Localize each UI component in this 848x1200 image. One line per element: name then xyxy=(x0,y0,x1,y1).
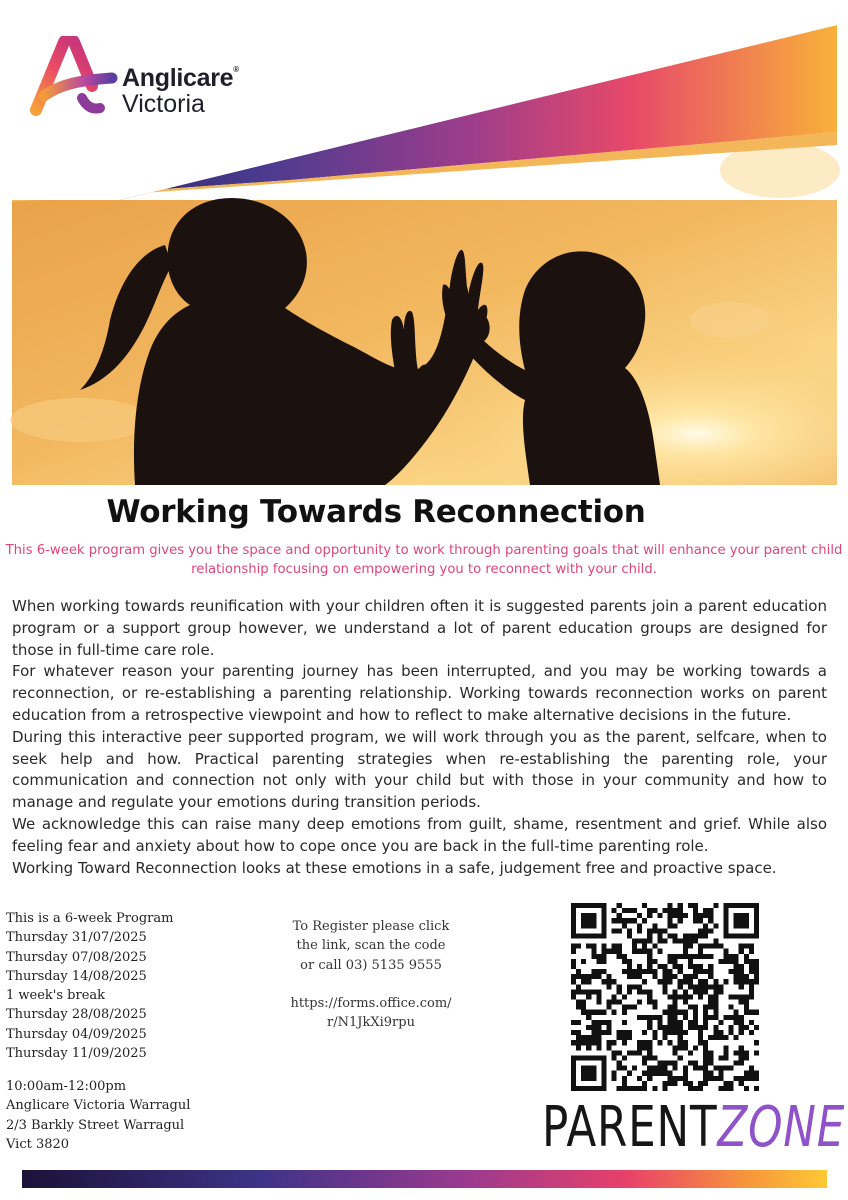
parentzone-part1: PARENT xyxy=(542,1095,718,1160)
body-paragraph: For whatever reason your parenting journey has been interrupted, and you may be working towards a reconnection, or re-establishing a parenting relationship. Working towards reconnection works on parent education from a retrospective viewpoint and how to reflect to make alternative decisions in the future. xyxy=(12,662,827,724)
qr-code-icon[interactable] xyxy=(571,903,759,1091)
register-text: the link, scan the code xyxy=(296,938,446,954)
program-description xyxy=(12,596,827,879)
schedule-line: Thursday 28/08/2025 xyxy=(6,1007,147,1023)
schedule-line: Thursday 07/08/2025 xyxy=(6,949,147,965)
program-schedule xyxy=(6,909,226,1063)
anglicare-logo xyxy=(30,36,270,121)
footer-gradient-bar xyxy=(22,1170,827,1188)
schedule-line: Thursday 14/08/2025 xyxy=(6,968,147,984)
program-subtitle: This 6-week program gives you the space and opportunity to work through parenting goals that will enhance your parent child relationship focusing on empowering you to reconnect with your child. xyxy=(5,543,843,577)
register-link[interactable]: r/N1JkXi9rpu xyxy=(327,1015,415,1031)
anglicare-a-icon xyxy=(30,36,122,118)
schedule-line: This is a 6-week Program xyxy=(6,911,174,926)
register-text: To Register please click xyxy=(292,919,450,934)
register-info xyxy=(268,917,474,1032)
schedule-line: 1 week's break xyxy=(6,988,106,1004)
register-link[interactable]: https://forms.office.com/ xyxy=(290,995,452,1011)
page-title: Working Towards Reconnection xyxy=(106,494,646,530)
body-paragraph: We acknowledge this can raise many deep emotions from guilt, shame, resentment and grief. While also feeling fear and anxiety about how to cope once you are back in the full-time parenting role. xyxy=(12,814,827,855)
location-line: Anglicare Victoria Warragul xyxy=(6,1098,191,1114)
register-phone: or call 03) 5135 9555 xyxy=(300,957,442,973)
parentzone-part2: ZONE xyxy=(717,1095,846,1160)
schedule-line: Thursday 04/09/2025 xyxy=(6,1026,147,1042)
program-location xyxy=(6,1077,226,1154)
location-line: 2/3 Barkly Street Warragul xyxy=(6,1117,185,1133)
schedule-line: Thursday 11/09/2025 xyxy=(6,1046,147,1062)
body-paragraph: During this interactive peer supported program, we will work through you as the parent, selfcare, when to seek help and how. Practical parenting strategies when re-establishing the parenting role, your communication and connection not only with your child but with those in your community and how to manage and regulate your emotions during transition periods. xyxy=(12,727,827,812)
location-line: Vict 3820 xyxy=(6,1136,70,1152)
schedule-line: Thursday 31/07/2025 xyxy=(6,930,147,946)
parentzone-logo xyxy=(542,1097,845,1159)
location-line: 10:00am-12:00pm xyxy=(6,1079,127,1094)
brand-name-line2: Victoria xyxy=(122,90,205,118)
body-paragraph: Working Toward Reconnection looks at these emotions in a safe, judgement free and proactive space. xyxy=(12,858,777,877)
brand-name-line1: Anglicare® xyxy=(122,64,239,92)
body-paragraph: When working towards reunification with your children often it is suggested parents join a parent education program or a support group however, we understand a lot of parent education groups are designed for those in full-time care role. xyxy=(12,597,827,659)
